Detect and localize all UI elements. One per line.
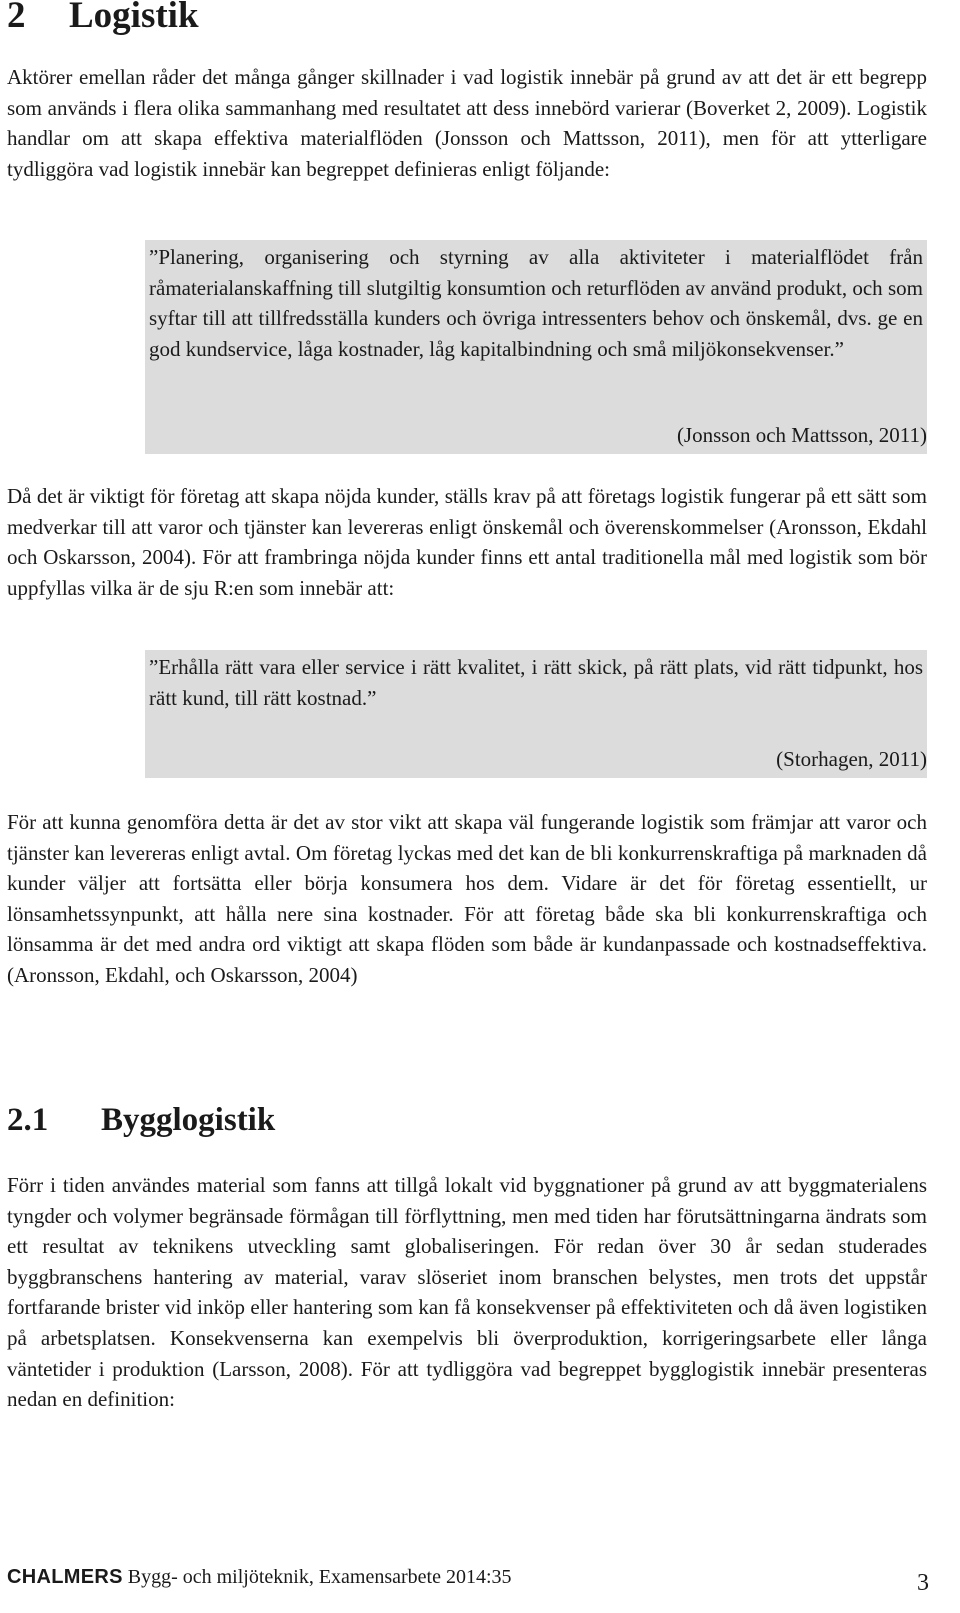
section-number: 2: [7, 0, 26, 36]
footer-brand: CHALMERS: [7, 1566, 123, 1588]
section-title: Logistik: [69, 0, 199, 36]
quote-citation: (Storhagen, 2011): [776, 747, 927, 771]
subsection-heading: [7, 1102, 275, 1139]
quote-text: ”Planering, organisering och styrning av alla aktiviteter i materialflödet från råmaterialanskaffning till slutgiltig konsumtion och returflöden av använd produkt, och som syftar till att tillfredsställa kunders och övriga intressenters behov och önskemål, dvs. ge en god kundservice, låga kostnader, låg kapitalbindning och små miljökonsekvenser.”: [149, 245, 923, 361]
footer-text: Bygg- och miljöteknik, Examensarbete 2014:35: [122, 1566, 512, 1588]
block-quote-definition: [145, 240, 927, 454]
quote-text: ”Erhålla rätt vara eller service i rätt kvalitet, i rätt skick, på rätt plats, vid rätt tidpunkt, hos rätt kund, till rätt kostnad.”: [149, 655, 923, 710]
section-heading: [7, 0, 199, 37]
paragraph-construction-logistics: Förr i tiden användes material som fanns att tillgå lokalt vid byggnationer på grund av att byggmaterialens tyngder och volymer begränsade förmågan till förflyttning, men med tiden har förutsättningarna ändrats som ett resultat av teknikens utveckling samt globaliseringen. För redan över 30 år sedan studerades byggbranschens hantering av material, varav slöseriet inom branschen belystes, men trots det uppstår fortfarande brister vid inköp eller hantering som kan få konsekvenser på effektiviteten och då även logistiken på arbetsplatsen. Konsekvenserna kan exempelvis bli överproduktion, korrigeringsarbete eller långa väntetider i produktion (Larsson, 2008). För att tydliggöra vad begreppet bygglogistik innebär presenteras nedan en definition:: [7, 1173, 927, 1412]
paragraph-customer-satisfaction: Då det är viktigt för företag att skapa nöjda kunder, ställs krav på att företags logistik fungerar på ett sätt som medverkar till att varor och tjänster kan levereras enligt önskemål och överenskommelser (Aronsson, Ekdahl och Oskarsson, 2004). För att frambringa nöjda kunder finns ett antal traditionella mål med logistik som bör uppfyllas vilka är de sju R:en som innebär att:: [7, 484, 927, 600]
subsection-number: 2.1: [7, 1102, 49, 1138]
paragraph-intro: Aktörer emellan råder det många gånger skillnader i vad logistik innebär på grund av att det är ett begrepp som används i flera olika sammanhang med resultatet att dess innebörd varierar (Boverket 2, 2009). Logistik handlar om att skapa effektiva materialflöden (Jonsson och Mattsson, 2011), men för att ytterligare tydliggöra vad logistik innebär kan begreppet definieras enligt följande:: [7, 65, 927, 181]
block-quote-seven-rs: [145, 650, 927, 778]
quote-citation: (Jonsson och Mattsson, 2011): [676, 423, 927, 447]
subsection-title: Bygglogistik: [101, 1102, 276, 1138]
page-footer: [7, 1566, 927, 1606]
page-number: 3: [917, 1570, 929, 1596]
paragraph-competitiveness: För att kunna genomföra detta är det av stor vikt att skapa väl fungerande logistik som främjar att varor och tjänster kan levereras enligt avtal. Om företag lyckas med det kan de bli konkurrenskraftiga på marknaden då kunder väljer att fortsätta eller börja konsumera hos dem. Vidare är det för företag essentiellt, ur lönsamhetssynpunkt, att hålla nere sina kostnader. För att företag både ska bli konkurrenskraftiga och lönsamma är det med andra ord viktigt att skapa flöden som både är kundanpassade och kostnadseffektiva. (Aronsson, Ekdahl, och Oskarsson, 2004): [7, 810, 927, 987]
